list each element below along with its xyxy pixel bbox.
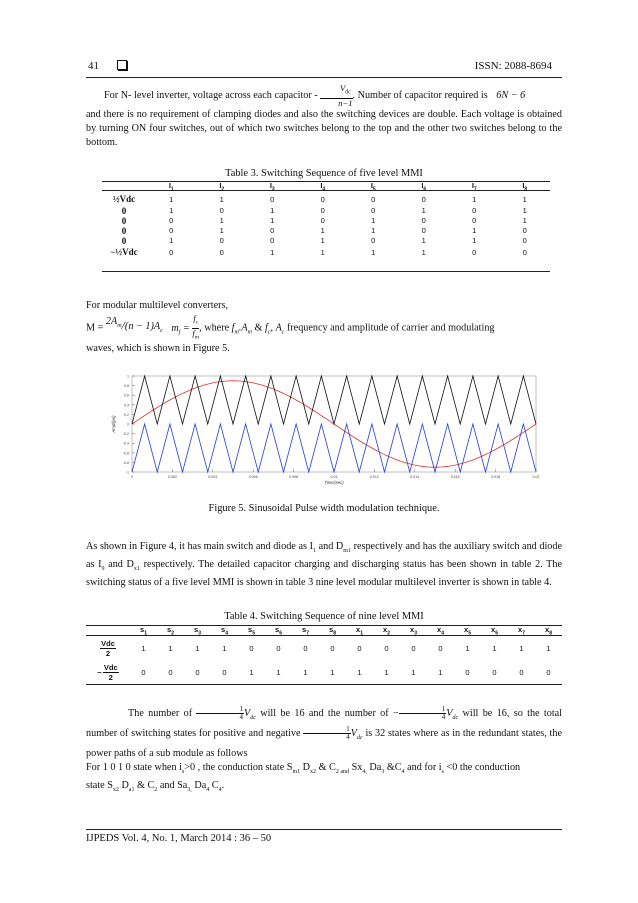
table3-cell: 0 [472,247,477,257]
x-tick-label: 0.018 [491,475,501,479]
column-header-i5: $I_5$ [370,181,376,193]
y-tick-label: 0.2 [124,412,129,417]
column-header-i6: $I_6$ [421,181,427,193]
table3-cell: 1 [169,206,174,215]
paragraph-3: The number of $\frac{1}{4}$ $V_{dc}$ will be 16 and the number of − $\frac{1}{4}$ $V_{dc}$ will be 16, so the total number of switching states for positive and negative $\frac{1}{4}$ $V_{dc}$ is 32 states where as in the redundant states, the power paths of a sub module as follows For 1 0 1 0 state when $i_s>0$ , the conduction state $S_{m1}$ $D_{x2}$ & $C_{2 and}$ $Sx_{4,}$ $Da_3$ $\&C_4$ and for $i_s <0$ the conduction state $S_{x2}$ $D_{a1}$ & $C_2$ and $Sa_{3,}$ $Da_4$ $C_4$. [86,705,563,794]
table3-row-label: −½Vdc [110,247,138,257]
column-header-x1: $x_1$ [356,625,363,637]
y-tick-label: 0.8 [124,384,129,389]
column-header-x7: $x_7$ [518,625,525,637]
table3-cell: 0 [421,226,426,235]
x-tick-label: 0.02 [532,475,540,479]
x-tick-label: 0.004 [208,475,218,479]
column-header-s5: $s_5$ [248,625,255,637]
table4-cell: 1 [330,668,335,677]
table4-cell: 1 [546,644,551,653]
table3-row-label: 0 [121,235,127,246]
table4-cell: 1 [357,668,362,677]
table3-cell: 1 [320,247,325,257]
table4-cell: 0 [330,644,335,653]
table3-cell: 1 [169,194,174,204]
column-header-s8: $s_8$ [329,625,336,637]
table4-cell: 1 [303,668,308,677]
table3 [102,181,550,259]
checkbox-square-icon [117,60,127,70]
table3-cell: 0 [522,236,527,245]
table3-cell: 1 [169,236,174,245]
table4-cell: 0 [249,644,254,653]
table3-row [102,193,550,206]
table3-cell: 1 [522,206,527,215]
table3-row [102,226,550,236]
table4 [86,625,562,685]
table3-cell: 1 [421,247,426,257]
table4-bottom-rule [86,684,562,685]
table4-cell: 0 [519,668,524,677]
y-tick-label: 0 [127,422,129,427]
paragraph-2: As shown in Figure 4, it has main switch and diode as $I_1$ and $D_{m1}$ respectively and has the auxiliary switch and diode as $I_9$ and $D_{x1}$ respectively. The detailed capacitor charging and discharging status has been shown in table 2. The switching status of a five level MMI is shown in table 3 nine level modular multilevel inverter is shown in table 4. [86,541,563,589]
table3-cell: 1 [320,236,325,245]
column-header-i7: $I_7$ [471,181,477,193]
table3-cell: 0 [371,206,376,215]
x-tick-label: 0.006 [248,475,258,479]
column-header-s7: $s_7$ [302,625,309,637]
table3-cell: 0 [169,226,174,235]
y-tick-label: -1 [125,470,129,475]
table3-cell: 1 [371,247,376,257]
table3-cell: 1 [371,216,376,225]
table3-cell: 1 [522,194,527,204]
quarter-fraction-1: $\frac{1}{4}$ [196,706,244,721]
x-tick-label: 0.014 [410,475,420,479]
table3-cell: 0 [472,216,477,225]
table4-corner [86,625,130,637]
modulation-index-formula: $2A_m/(n - 1)A_c$ [105,316,163,335]
x-tick-label: 0.008 [289,475,299,479]
table3-cell: 0 [169,216,174,225]
table4-cell: 1 [519,644,524,653]
column-header-i4: $I_4$ [320,181,326,193]
table3-row-label: ½Vdc [112,194,136,204]
table3-row [102,216,550,226]
table3-cell: 1 [472,226,477,235]
table4-cell: 1 [411,668,416,677]
footer-journal: IJPEDS Vol. 4, No. 1, March 2014 : 36 – 50 [86,833,272,844]
table4-row-label: − Vdc 2 [97,663,118,682]
table3-row [102,236,550,246]
table4-cell: 0 [303,644,308,653]
column-header-x4: $x_4$ [437,625,444,637]
table3-cell: 0 [421,194,426,204]
table3-caption: Table 3. Switching Sequence of five level MMI [225,168,423,179]
table3-bottom-rule [102,271,550,272]
column-header-i1: $I_1$ [168,181,174,193]
table4-cell: 0 [222,668,227,677]
table4-cell: 0 [357,644,362,653]
table3-cell: 0 [320,194,325,204]
table3-cell: 1 [219,194,224,204]
column-header-s1: $s_1$ [140,625,147,637]
column-header-s6: $s_6$ [275,625,282,637]
page-number: 41 [88,60,127,72]
column-header-x6: $x_6$ [491,625,498,637]
table3-cell: 1 [270,206,275,215]
column-header-x2: $x_2$ [383,625,390,637]
frequency-ratio-fraction: $\frac{f_c}{f_m}$ [192,313,200,341]
table4-cell: 0 [168,668,173,677]
table3-row-label: 0 [121,215,127,226]
y-tick-label: 0.6 [124,393,129,398]
pwm-chart-svg [104,370,544,490]
table4-cell: 1 [249,668,254,677]
table4-cell: 0 [465,668,470,677]
table4-cell: 0 [384,644,389,653]
table4-cell: 1 [438,668,443,677]
capacitor-voltage-fraction: $\frac{V_{dc}}{n-1}$ [320,84,352,108]
table3-corner [102,181,146,193]
table3-cell: 0 [472,206,477,215]
table3-cell: 0 [270,226,275,235]
x-tick-label: 0 [131,475,133,479]
table3-cell: 1 [219,216,224,225]
table4-cell: 0 [492,668,497,677]
header-rule [86,77,562,78]
table3-cell: 0 [219,236,224,245]
y-tick-label: -0.8 [122,460,129,465]
y-tick-label: -0.2 [122,432,129,437]
x-tick-label: 0.016 [450,475,460,479]
table3-row-label: 0 [121,225,127,236]
table3-row [102,206,550,216]
table4-cell: 0 [195,668,200,677]
table3-cell: 0 [371,194,376,204]
table3-cell: 0 [219,206,224,215]
y-tick-label: -0.6 [122,451,129,456]
table4-row-label: Vdc 2 [101,639,115,658]
table4-row [86,661,562,685]
table3-cell: 0 [371,236,376,245]
column-header-x3: $x_3$ [410,625,417,637]
table3-cell: 1 [371,226,376,235]
table3-cell: 1 [472,236,477,245]
column-header-x8: $x_8$ [545,625,552,637]
table3-cell: 0 [522,226,527,235]
table4-caption: Table 4. Switching Sequence of nine level MMI [224,611,424,622]
table4-cell: 1 [222,644,227,653]
column-header-x5: $x_5$ [464,625,471,637]
table3-cell: 1 [472,194,477,204]
table3-cell: 0 [522,247,527,257]
table4-cell: 0 [438,644,443,653]
figure5-chart [104,370,544,490]
table3-cell: 0 [270,194,275,204]
x-tick-label: 0.01 [330,475,338,479]
table4-cell: 1 [465,644,470,653]
y-tick-label: 1 [127,374,129,379]
table4-cell: 0 [141,668,146,677]
table3-cell: 1 [522,216,527,225]
table3-cell: 0 [169,247,174,257]
table4-cell: 1 [276,668,281,677]
table3-row [102,246,550,259]
column-header-s3: $s_3$ [194,625,201,637]
intro-paragraph: For N- level inverter, voltage across each capacitor - $\frac{V_{dc}}{n-1}$ . Number of capacitor required is 6N − 6 and there is no requirement of clamping diodes and also the switching devices are double. Each voltage is obtained by turning ON four switches, out of which two switches belong to the top and the other two switches belong to the bottom. [86,83,562,148]
table3-cell: 1 [219,226,224,235]
modular-paragraph-continuation: waves, which is shown in Figure 5. [86,343,230,355]
table3-cell: 0 [219,247,224,257]
x-tick-label: 0.012 [369,475,379,479]
issn: ISSN: 2088-8694 [474,60,552,72]
quarter-fraction-3: $\frac{1}{4}$ [303,726,351,741]
table3-cell: 0 [320,216,325,225]
table4-cell: 1 [195,644,200,653]
x-axis-label: Time(Sec) [324,480,344,485]
table3-row-label: 0 [121,205,127,216]
table3-cell: 0 [421,216,426,225]
table4-cell: 0 [546,668,551,677]
figure5-caption: Figure 5. Sinusoidal Pulse width modulation technique. [208,503,440,514]
y-axis-label: Ampl(pu) [111,415,116,433]
table3-cell: 1 [270,216,275,225]
y-tick-label: -0.4 [122,441,129,446]
quarter-fraction-2: $\frac{1}{4}$ [399,706,447,721]
table3-cell: 1 [421,206,426,215]
table4-cell: 0 [411,644,416,653]
column-header-i3: $I_3$ [269,181,275,193]
modular-paragraph: For modular multilevel converters, $M = 2A_m/(n - 1)A_c$ $m_f$ = $\frac{f_c}{f_m}$ , where $f_m.A_m$ & $f_c$, $A_c$ frequency and amplitude of carrier and modulating waves, which is shown in Figure 5. [86,299,562,356]
column-header-i2: $I_2$ [219,181,225,193]
table4-row [86,637,562,661]
table4-cell: 0 [276,644,281,653]
table3-cell: 1 [320,226,325,235]
table4-cell: 1 [168,644,173,653]
column-header-s2: $s_2$ [167,625,174,637]
table3-cell: 1 [270,247,275,257]
footer-rule [86,829,562,830]
column-header-i8: $I_8$ [522,181,528,193]
column-header-s4: $s_4$ [221,625,228,637]
x-tick-label: 0.002 [167,475,177,479]
table3-cell: 0 [320,206,325,215]
table4-cell: 1 [384,668,389,677]
y-tick-label: 0.4 [124,403,129,408]
table4-cell: 1 [492,644,497,653]
table3-cell: 0 [270,236,275,245]
table4-cell: 1 [141,644,146,653]
table3-cell: 1 [421,236,426,245]
